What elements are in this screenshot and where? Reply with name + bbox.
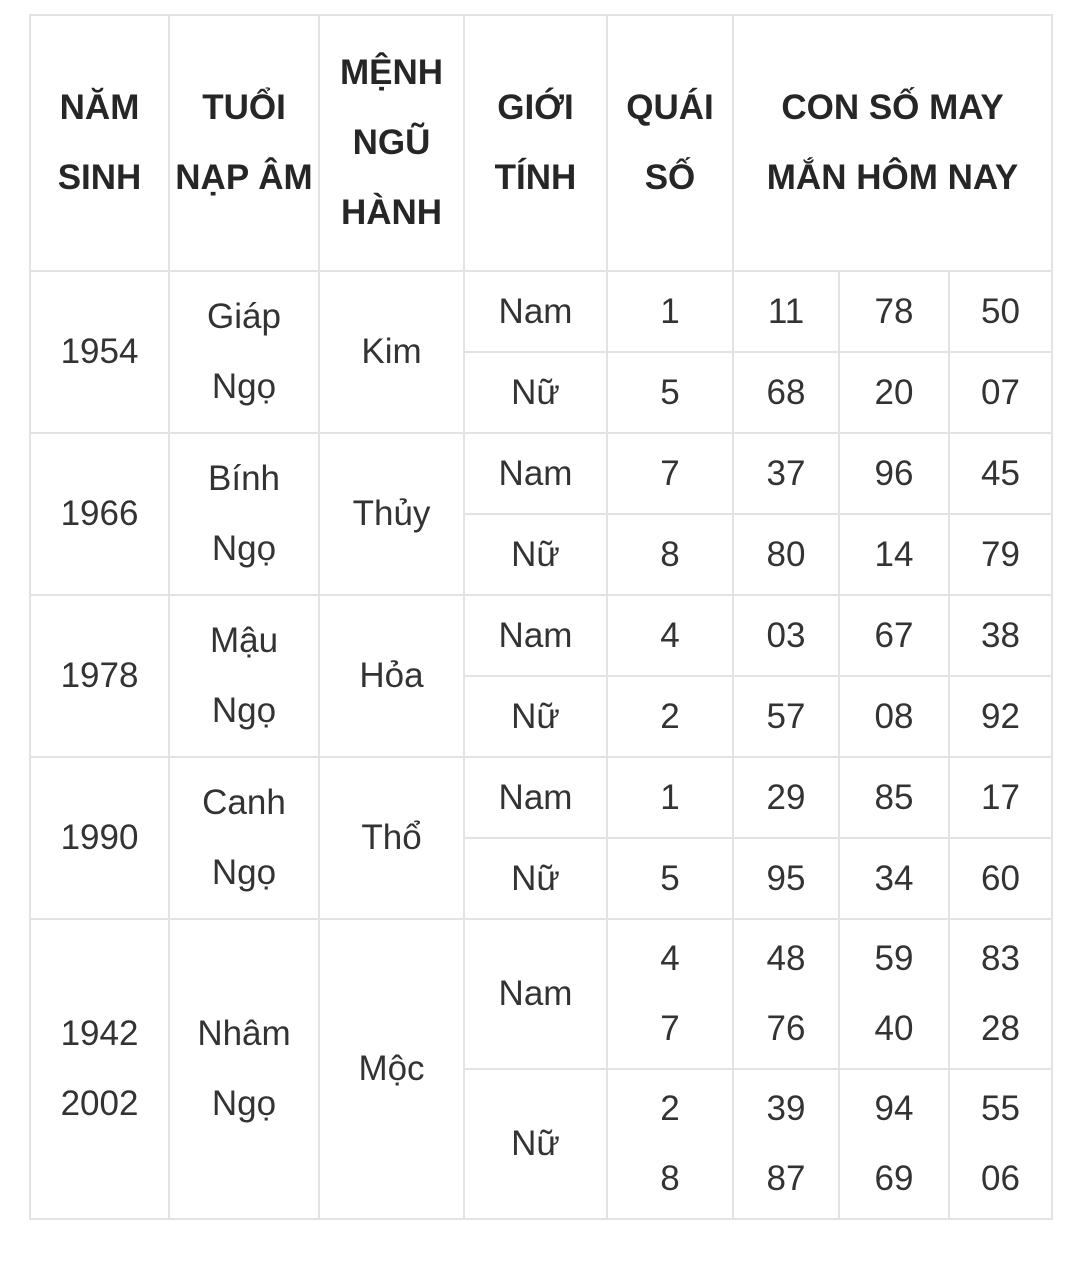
cell-gender: Nữ: [464, 1069, 607, 1219]
header-quai-so: QUÁI SỐ: [607, 15, 733, 271]
cell-lucky-number: 95: [733, 838, 839, 919]
cell-lucky-number: 96: [839, 433, 949, 514]
cell-lucky-number: 55 06: [949, 1069, 1052, 1219]
cell-lucky-number: 48 76: [733, 919, 839, 1069]
cell-lucky-number: 80: [733, 514, 839, 595]
cell-nap-am: Canh Ngọ: [169, 757, 319, 919]
cell-nap-am: Mậu Ngọ: [169, 595, 319, 757]
cell-lucky-number: 50: [949, 271, 1052, 352]
cell-lucky-number: 45: [949, 433, 1052, 514]
cell-gender: Nam: [464, 271, 607, 352]
cell-birth-year: 1954: [30, 271, 169, 433]
cell-lucky-number: 68: [733, 352, 839, 433]
cell-menh: Thổ: [319, 757, 464, 919]
cell-quai-so: 4: [607, 595, 733, 676]
header-lucky-numbers: CON SỐ MAY MẮN HÔM NAY: [733, 15, 1052, 271]
header-nap-am: TUỔI NẠP ÂM: [169, 15, 319, 271]
cell-lucky-number: 38: [949, 595, 1052, 676]
header-gender: GIỚI TÍNH: [464, 15, 607, 271]
cell-gender: Nữ: [464, 676, 607, 757]
cell-menh: Hỏa: [319, 595, 464, 757]
cell-birth-year: 1966: [30, 433, 169, 595]
header-row: [30, 15, 1052, 271]
cell-lucky-number: 17: [949, 757, 1052, 838]
cell-lucky-number: 92: [949, 676, 1052, 757]
table-row: [30, 919, 1052, 1069]
cell-birth-year: 1990: [30, 757, 169, 919]
lucky-numbers-table: [29, 14, 1053, 1220]
cell-gender: Nữ: [464, 514, 607, 595]
cell-lucky-number: 20: [839, 352, 949, 433]
cell-quai-so: 7: [607, 433, 733, 514]
cell-gender: Nam: [464, 595, 607, 676]
cell-lucky-number: 79: [949, 514, 1052, 595]
cell-quai-so: 5: [607, 352, 733, 433]
header-menh: MỆNH NGŨ HÀNH: [319, 15, 464, 271]
cell-lucky-number: 29: [733, 757, 839, 838]
cell-quai-so: 4 7: [607, 919, 733, 1069]
cell-lucky-number: 07: [949, 352, 1052, 433]
header-year: NĂM SINH: [30, 15, 169, 271]
cell-birth-year: 1978: [30, 595, 169, 757]
table-row: [30, 271, 1052, 352]
cell-gender: Nữ: [464, 838, 607, 919]
cell-lucky-number: 78: [839, 271, 949, 352]
cell-lucky-number: 11: [733, 271, 839, 352]
cell-gender: Nam: [464, 433, 607, 514]
cell-menh: Thủy: [319, 433, 464, 595]
cell-lucky-number: 03: [733, 595, 839, 676]
cell-lucky-number: 57: [733, 676, 839, 757]
cell-gender: Nam: [464, 919, 607, 1069]
cell-quai-so: 2: [607, 676, 733, 757]
cell-nap-am: Bính Ngọ: [169, 433, 319, 595]
cell-lucky-number: 59 40: [839, 919, 949, 1069]
cell-lucky-number: 85: [839, 757, 949, 838]
cell-lucky-number: 39 87: [733, 1069, 839, 1219]
cell-lucky-number: 08: [839, 676, 949, 757]
cell-lucky-number: 60: [949, 838, 1052, 919]
cell-lucky-number: 67: [839, 595, 949, 676]
cell-quai-so: 8: [607, 514, 733, 595]
cell-quai-so: 2 8: [607, 1069, 733, 1219]
cell-lucky-number: 83 28: [949, 919, 1052, 1069]
cell-gender: Nữ: [464, 352, 607, 433]
cell-gender: Nam: [464, 757, 607, 838]
cell-lucky-number: 37: [733, 433, 839, 514]
cell-quai-so: 5: [607, 838, 733, 919]
table-row: [30, 433, 1052, 514]
cell-quai-so: 1: [607, 271, 733, 352]
cell-quai-so: 1: [607, 757, 733, 838]
cell-birth-year: 1942 2002: [30, 919, 169, 1219]
cell-lucky-number: 94 69: [839, 1069, 949, 1219]
cell-nap-am: Nhâm Ngọ: [169, 919, 319, 1219]
cell-menh: Mộc: [319, 919, 464, 1219]
cell-menh: Kim: [319, 271, 464, 433]
table-row: [30, 757, 1052, 838]
cell-lucky-number: 34: [839, 838, 949, 919]
table-row: [30, 595, 1052, 676]
cell-nap-am: Giáp Ngọ: [169, 271, 319, 433]
cell-lucky-number: 14: [839, 514, 949, 595]
